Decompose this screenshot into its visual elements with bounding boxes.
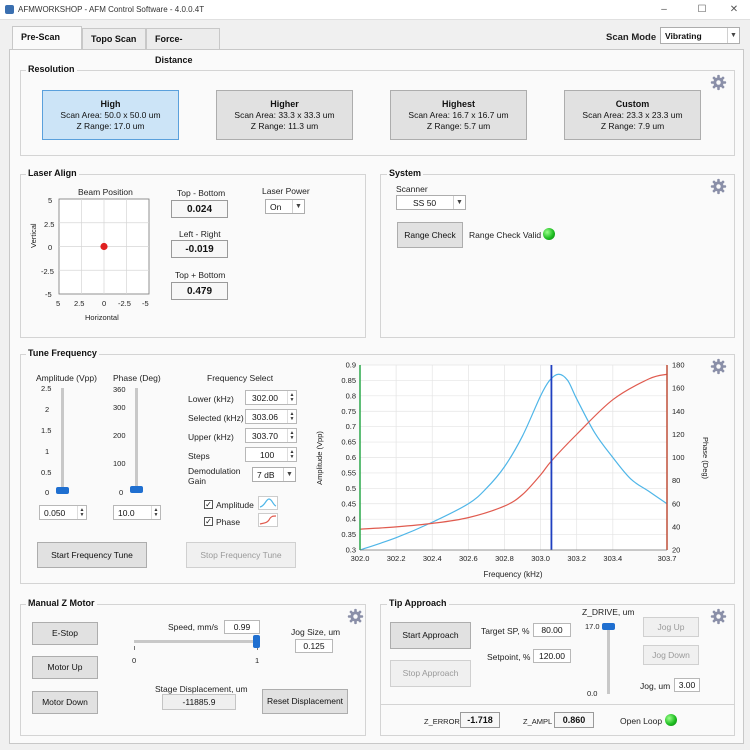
amplitude-value: 0.050	[44, 507, 66, 518]
motor-down-button[interactable]: Motor Down	[32, 691, 98, 714]
setpoint-label: Setpoint, %	[487, 652, 531, 662]
scan-mode-select[interactable]	[660, 27, 740, 44]
scanner-select[interactable]	[396, 195, 466, 210]
amplitude-slider-label: Amplitude (Vpp)	[36, 373, 97, 383]
beam-x-tick: 0	[102, 299, 107, 308]
chart-y-tick: 0.9	[345, 360, 356, 370]
tab-pre-scan[interactable]: Pre-Scan	[12, 26, 82, 49]
spin-arrows-icon[interactable]: ▲ ▼	[287, 448, 296, 461]
motor-up-button[interactable]: Motor Up	[32, 656, 98, 679]
steps-label: Steps	[188, 451, 210, 461]
chart-y-tick: 0.4	[345, 514, 356, 524]
beam-y-tick: -2.5	[41, 267, 54, 276]
chart-x-tick: 302.2	[386, 554, 406, 563]
target-sp-label: Target SP, %	[481, 626, 530, 636]
speed-slider-max: 1	[255, 656, 260, 665]
beam-position-plot	[25, 195, 155, 325]
chart-x-label: Frequency (kHz)	[483, 570, 543, 579]
demodulation-gain-value: 7 dB	[257, 469, 275, 480]
manual-z-motor-title: Manual Z Motor	[28, 598, 95, 608]
z-error-label: Z_ERROR	[424, 717, 460, 726]
phase-tick: 300	[113, 403, 126, 412]
frequency-select-title: Frequency Select	[207, 373, 274, 383]
amplitude-checkbox[interactable]: ✓	[205, 500, 212, 509]
scan-mode-value: Vibrating	[665, 30, 702, 41]
phase-tick: 0	[119, 488, 124, 497]
chart-y2-tick: 160	[672, 383, 685, 393]
chevron-down-icon: ▼	[292, 200, 304, 213]
z-drive-top-tick: 17.0	[585, 622, 600, 631]
resolution-name: Custom	[615, 98, 650, 109]
beam-position-dot	[100, 243, 107, 250]
laser-align-title: Laser Align	[28, 168, 77, 178]
spin-arrows-icon[interactable]: ▲ ▼	[287, 391, 296, 404]
stop-approach-button[interactable]: Stop Approach	[390, 660, 471, 687]
z-drive-indicator	[602, 623, 615, 630]
resolution-name: Highest	[441, 98, 475, 109]
amplitude-slider-thumb[interactable]	[56, 487, 69, 494]
resolution-z: Z Range: 11.3 um	[250, 120, 319, 131]
laser-power-select[interactable]	[265, 199, 305, 214]
demodulation-label: Demodulation	[188, 466, 241, 476]
tip-approach-title: Tip Approach	[389, 598, 447, 608]
amplitude-tick: 2	[45, 405, 50, 414]
selected-input[interactable]	[245, 409, 297, 424]
resolution-area: Scan Area: 33.3 x 33.3 um	[234, 110, 335, 120]
range-check-led	[543, 228, 555, 240]
phase-value: 10.0	[118, 507, 135, 518]
chart-y2-tick: 80	[672, 476, 681, 486]
upper-label: Upper (kHz)	[188, 432, 234, 442]
scan-mode-label: Scan Mode	[606, 32, 657, 43]
speed-slider-ticks	[134, 646, 258, 650]
start-frequency-tune-button[interactable]: Start Frequency Tune	[37, 542, 147, 568]
chart-y-tick: 0.65	[341, 437, 356, 447]
scanner-value: SS 50	[413, 197, 437, 208]
upper-input[interactable]	[245, 428, 297, 443]
z-error-value: -1.718	[460, 712, 500, 728]
app-icon	[5, 5, 14, 14]
tune-frequency-title: Tune Frequency	[28, 348, 97, 358]
amplitude-tick: 0.5	[41, 468, 52, 477]
chart-y2-tick: 180	[672, 360, 685, 370]
chart-x-tick: 303.2	[567, 554, 587, 563]
chart-x-tick: 303.4	[603, 554, 623, 563]
chart-x-tick: 303.7	[657, 554, 677, 563]
phase-checkbox[interactable]: ✓	[205, 517, 212, 526]
scanner-label: Scanner	[396, 184, 428, 194]
chart-y2-label: Phase (Deg)	[701, 436, 710, 480]
speed-slider-track[interactable]	[134, 640, 258, 643]
chart-y-label: Amplitude (Vpp)	[315, 431, 324, 485]
chart-y2-tick: 40	[672, 522, 681, 532]
chart-y2-tick: 60	[672, 499, 681, 509]
speed-slider-min: 0	[132, 656, 137, 665]
resolution-z: Z Range: 17.0 um	[76, 120, 145, 131]
amplitude-legend-swatch	[258, 496, 278, 510]
resolution-name: Higher	[270, 98, 299, 109]
target-sp-input[interactable]: 80.00	[533, 623, 571, 637]
resolution-area: Scan Area: 50.0 x 50.0 um	[60, 110, 161, 120]
resolution-higher-button[interactable]	[216, 90, 353, 140]
tab-force-distance[interactable]: Force-Distance	[146, 28, 220, 49]
range-check-status: Range Check Valid	[469, 230, 542, 240]
selected-label: Selected (kHz)	[188, 413, 244, 423]
chart-x-tick: 302.4	[422, 554, 442, 563]
lower-label: Lower (kHz)	[188, 394, 234, 404]
beam-x-tick: 5	[56, 299, 61, 308]
top-bottom-label: Top - Bottom	[177, 188, 226, 198]
chart-y-tick: 0.85	[341, 375, 356, 385]
lower-input[interactable]	[245, 390, 297, 405]
beam-y-label: Vertical	[29, 223, 38, 248]
selected-value: 303.06	[252, 411, 278, 422]
phase-checkbox-label: Phase	[216, 517, 241, 527]
maximize-button[interactable]: ☐	[697, 4, 707, 15]
amplitude-tick: 0	[45, 488, 50, 497]
stop-frequency-tune-button[interactable]: Stop Frequency Tune	[186, 542, 296, 568]
chart-y2-tick: 140	[672, 406, 685, 416]
z-drive-label: Z_DRIVE, um	[582, 607, 635, 617]
beam-y-tick: 0	[48, 243, 53, 252]
z-drive-bottom-tick: 0.0	[587, 689, 598, 698]
chart-y-tick: 0.45	[341, 499, 356, 509]
gear-icon[interactable]	[710, 74, 727, 91]
spin-arrows-icon[interactable]: ▲ ▼	[151, 506, 160, 519]
phase-legend-swatch	[258, 513, 278, 527]
phase-slider-track[interactable]	[135, 388, 138, 492]
z-drive-track	[607, 624, 610, 694]
top-bottom-value: 0.024	[171, 200, 228, 218]
window-title: AFMWORKSHOP - AFM Control Software - 4.0.0.4T	[18, 5, 205, 14]
minimize-button[interactable]: –	[661, 4, 667, 15]
beam-x-label: Horizontal	[85, 313, 119, 322]
chart-y-tick: 0.5	[345, 483, 356, 493]
loop-status-led	[665, 714, 677, 726]
amplitude-tick: 1.5	[41, 426, 52, 435]
upper-value: 303.70	[252, 430, 278, 441]
beam-y-tick: -5	[45, 290, 52, 299]
gear-icon[interactable]	[347, 608, 364, 625]
left-right-value: -0.019	[171, 240, 228, 258]
z-ampl-value: 0.860	[554, 712, 594, 728]
chart-y-tick: 0.55	[341, 468, 356, 478]
chart-y-tick: 0.8	[345, 391, 356, 401]
jog-size-input[interactable]: 0.125	[295, 639, 333, 653]
chart-y-tick: 0.3	[345, 545, 356, 555]
chart-x-tick: 302.6	[458, 554, 478, 563]
top-plus-bottom-label: Top + Bottom	[175, 270, 226, 280]
jog-up-button[interactable]: Jog Up	[643, 617, 699, 637]
jog-um-input[interactable]: 3.00	[674, 678, 700, 692]
chart-x-tick: 302.8	[495, 554, 514, 563]
lower-value: 302.00	[252, 392, 278, 403]
gear-icon[interactable]	[710, 358, 727, 375]
chart-y-tick: 0.7	[345, 422, 356, 432]
jog-down-button[interactable]: Jog Down	[643, 645, 699, 665]
resolution-title: Resolution	[28, 64, 75, 74]
frequency-tune-chart	[300, 358, 720, 584]
resolution-area: Scan Area: 23.3 x 23.3 um	[582, 110, 683, 120]
speed-label: Speed, mm/s	[168, 622, 219, 632]
close-button[interactable]: ✕	[729, 4, 739, 15]
chart-y2-tick: 20	[672, 545, 681, 555]
chart-y2-tick: 120	[672, 429, 685, 439]
steps-value: 100	[260, 449, 275, 460]
phase-tick: 360	[113, 385, 126, 394]
beam-x-tick: -5	[142, 299, 149, 308]
laser-power-value: On	[270, 201, 282, 212]
phase-slider-thumb[interactable]	[130, 486, 143, 493]
phase-slider-label: Phase (Deg)	[113, 373, 161, 383]
resolution-z: Z Range: 5.7 um	[426, 120, 491, 131]
chart-x-tick: 302.0	[350, 554, 370, 563]
spin-arrows-icon[interactable]: ▲ ▼	[77, 506, 86, 519]
chart-y-tick: 0.35	[341, 530, 356, 540]
start-approach-button[interactable]: Start Approach	[390, 622, 471, 649]
beam-y-tick: 5	[48, 196, 53, 205]
resolution-highest-button[interactable]	[390, 90, 527, 140]
amplitude-tick: 2.5	[41, 384, 52, 393]
chart-y2-tick: 100	[672, 453, 685, 462]
chevron-down-icon: ▼	[453, 196, 465, 209]
amplitude-input[interactable]	[39, 505, 87, 520]
gain-label: Gain	[188, 476, 206, 486]
beam-y-tick: 2.5	[44, 220, 55, 229]
chart-x-tick: 303.0	[531, 554, 550, 563]
amplitude-tick: 1	[45, 447, 50, 456]
gear-icon[interactable]	[710, 178, 727, 195]
stage-displacement-value: -11885.9	[162, 694, 236, 710]
speed-slider-thumb[interactable]	[253, 635, 260, 648]
top-plus-bottom-value: 0.479	[171, 282, 228, 300]
z-ampl-label: Z_AMPL	[523, 717, 553, 726]
beam-x-tick: -2.5	[118, 299, 131, 308]
amplitude-checkbox-label: Amplitude	[216, 500, 254, 510]
chart-y-tick: 0.75	[341, 406, 356, 416]
chevron-down-icon: ▼	[727, 28, 739, 43]
phase-tick: 100	[113, 459, 126, 468]
phase-input[interactable]	[113, 505, 161, 520]
resolution-name: High	[100, 98, 121, 109]
spin-arrows-icon[interactable]: ▲ ▼	[287, 429, 296, 442]
loop-status-label: Open Loop	[620, 716, 663, 726]
steps-input[interactable]	[245, 447, 297, 462]
resolution-custom-button[interactable]	[564, 90, 701, 140]
range-check-button[interactable]: Range Check	[397, 222, 463, 248]
gear-icon[interactable]	[710, 608, 727, 625]
resolution-high-button[interactable]	[42, 90, 179, 140]
resolution-area: Scan Area: 16.7 x 16.7 um	[408, 110, 509, 120]
chevron-down-icon: ▼	[283, 468, 295, 481]
tab-topo-scan[interactable]: Topo Scan	[82, 28, 146, 49]
system-title: System	[389, 168, 422, 178]
beam-x-tick: 2.5	[74, 299, 85, 308]
tip-approach-divider	[380, 704, 735, 705]
jog-size-label: Jog Size, um	[291, 627, 341, 637]
demodulation-gain-select[interactable]	[252, 467, 296, 482]
reset-displacement-button[interactable]: Reset Displacement	[262, 689, 348, 714]
spin-arrows-icon[interactable]: ▲ ▼	[287, 410, 296, 423]
setpoint-input[interactable]: 120.00	[533, 649, 571, 663]
resolution-z: Z Range: 7.9 um	[600, 120, 665, 131]
jog-um-label: Jog, um	[640, 681, 671, 691]
stage-displacement-label: Stage Displacement, um	[155, 684, 248, 694]
e-stop-button[interactable]: E-Stop	[32, 622, 98, 645]
phase-tick: 200	[113, 431, 126, 440]
laser-power-label: Laser Power	[262, 186, 310, 196]
left-right-label: Left - Right	[179, 229, 221, 239]
beam-position-title: Beam Position	[78, 187, 133, 197]
amplitude-slider-track[interactable]	[61, 388, 64, 492]
speed-input[interactable]: 0.99	[224, 620, 260, 634]
chart-y-tick: 0.6	[345, 453, 356, 462]
